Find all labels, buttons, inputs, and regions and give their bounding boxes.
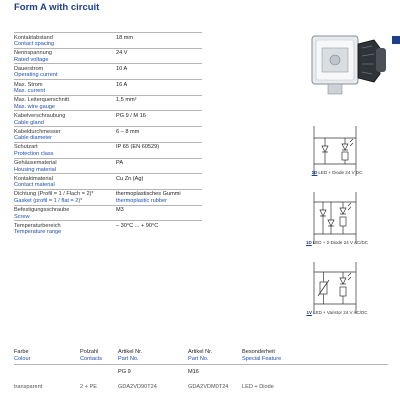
spec-row [14,189,202,205]
column-header: Farbe [14,349,29,355]
spec-row [14,126,202,142]
spec-label-de: Kabeldurchmesser [14,128,61,135]
table-cell: GDA2VD90T24 [118,383,157,390]
column-header: Artikel Nr. [118,349,143,355]
spec-value: IP 65 (EN 60529) [116,144,160,151]
spec-label-en: Cable diameter [14,135,52,142]
spec-label-de: Kabelverschraubung [14,112,66,119]
spec-value: 24 V [116,50,128,57]
spec-value: 10 A [116,65,128,72]
spec-value: PG 9 / M 16 [116,112,146,119]
table-cell: M16 [188,369,199,376]
spec-label-en: Operating current [14,72,58,79]
column-header: Artikel Nr. [188,349,213,355]
page-edge-marker [392,36,400,44]
spec-label-de: Dichtung (Profil = 1 / Flach = 2)* [14,191,94,198]
spec-label-de: Max. Leiterquerschnitt [14,97,70,104]
spec-value-en: thermoplastic rubber [116,197,167,204]
spec-row [14,205,202,221]
spec-label-en: Cable gland [14,119,44,126]
circuit-diagram-led-diode [300,118,370,188]
table-cell: LED + Diode [242,383,274,390]
spec-table [14,32,202,236]
circuit-caption: 1DLED + Diode 24 V DC [311,170,363,175]
spec-label-en: Contact spacing [14,41,55,48]
table-cell [242,369,388,376]
spec-label-de: Befestigungsschraube [14,207,70,214]
spec-label-en: Gasket (profil = 1 / flat = 2)* [14,197,83,204]
column-header: Besonderheit [242,349,275,355]
table-cell [80,369,118,376]
spec-row [14,48,202,64]
spec-value: M3 [116,207,124,214]
connector-product-image [308,18,388,108]
table-cell: transparent [14,383,43,390]
column-header-en: Contacts [80,355,103,362]
spec-row [14,158,202,174]
column-header: Polzahl [80,349,99,355]
table-cell: 2 + PE [80,383,97,390]
spec-label-en: Protection class [14,150,54,157]
order-table-header [14,349,388,365]
spec-value: thermoplastisches Gummi [116,191,181,198]
spec-row [14,220,202,236]
table-row [14,365,388,376]
table-row [14,376,388,390]
spec-value: Cu Zn (Ag) [116,175,144,182]
spec-label-de: Kontaktmaterial [14,175,53,182]
spec-row [14,32,202,48]
spec-row [14,79,202,95]
circuit-caption: 1VLED + Varistor 24 V AC/DC [306,310,368,315]
order-table [14,349,388,390]
column-header-en: Special Feature [242,355,282,362]
spec-row [14,110,202,126]
spec-label-en: Contact material [14,182,55,189]
page-title: Form A with circuit [14,2,100,13]
spec-label-en: Rated voltage [14,56,49,63]
spec-value: 16 A [116,81,128,88]
spec-label-de: Dauerstrom [14,65,44,72]
spec-label-de: Schutzart [14,144,38,151]
spec-value: 6 – 8 mm [116,128,140,135]
spec-value: PA [116,160,124,166]
spec-label-de: Max. Strom [14,81,43,88]
table-cell [14,369,80,376]
spec-row [14,63,202,79]
spec-label-en: Housing material [14,166,56,173]
spec-row [14,142,202,158]
spec-row [14,173,202,189]
spec-label-en: Temperature range [14,229,62,236]
spec-label-de: Temperaturbereich [14,222,61,229]
spec-value: 18 mm [116,34,134,41]
spec-label-de: Kontaktabstand [14,34,53,41]
column-header-en: Part No. [118,355,139,362]
spec-label-en: Screw [14,213,30,220]
table-cell: PG 9 [118,369,131,376]
spec-row [14,95,202,111]
column-header-en: Colour [14,355,31,362]
spec-label-de: Gehäusematerial [14,160,57,166]
table-cell: GDA2VDM0T24 [188,383,229,390]
circuit-caption: 1DLED + 2-Diode 24 V AC/DC [306,240,368,245]
spec-value: 1,5 mm² [116,97,137,104]
column-header-en: Part No. [188,355,209,362]
spec-label-en: Max. current [14,88,46,95]
spec-label-en: Max. wire gauge [14,103,56,110]
spec-value: – 30°C ... + 90°C [116,222,159,229]
spec-label-de: Nennspannung [14,50,52,57]
